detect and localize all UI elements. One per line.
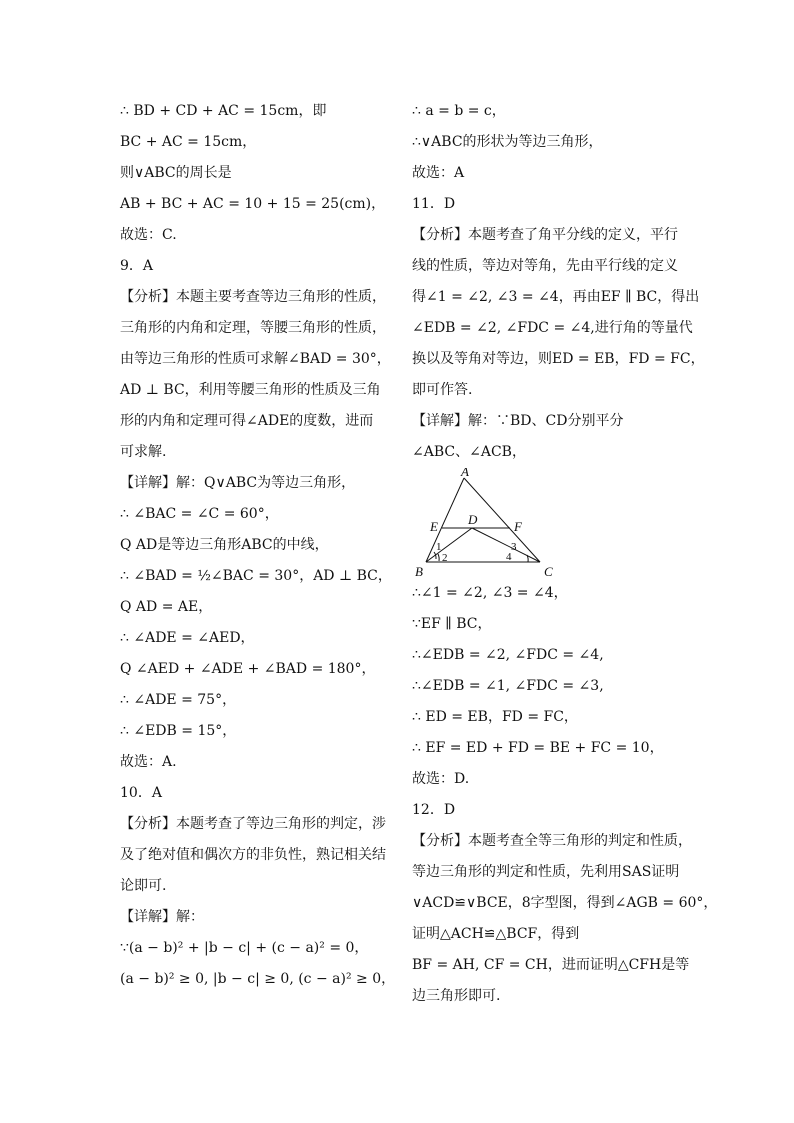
angle-label-3: 3	[511, 541, 517, 553]
text-line: 【详解】解：∵BD、CD分别平分	[412, 413, 624, 429]
text-line: 故选：A	[412, 165, 465, 181]
angle-label-2: 2	[442, 552, 448, 564]
text-line: 【分析】本题主要考查等边三角形的性质，	[120, 289, 386, 305]
text-line: ∴ ∠BAC = ∠C = 60°，	[120, 506, 279, 522]
text-line: 换以及等角对等边，则ED = EB，FD = FC，	[412, 351, 705, 367]
text-line: 三角形的内角和定理，等腰三角形的性质，	[120, 320, 386, 336]
text-line: Q ∠AED + ∠ADE + ∠BAD = 180°，	[120, 661, 376, 677]
question-number: 12．D	[412, 802, 456, 818]
label-e: E	[430, 519, 438, 534]
text-line: ∴ ED = EB，FD = FC，	[412, 709, 578, 725]
triangle-figure	[412, 468, 687, 578]
text-line: Q AD是等边三角形ABC的中线，	[120, 537, 329, 553]
text-line: 边三角形即可.	[412, 988, 501, 1004]
text-line: AD ⊥ BC，利用等腰三角形的性质及三角	[120, 382, 381, 398]
text-line: BC + AC = 15cm，	[120, 134, 257, 150]
text-line: 【详解】解：	[120, 909, 204, 925]
text-line: 【详解】解：Q∨ABC为等边三角形，	[120, 475, 356, 491]
text-line: 即可作答.	[412, 382, 473, 398]
text-line: 【分析】本题考查了角平分线的定义，平行	[412, 227, 678, 243]
text-line: 及了绝对值和偶次方的非负性，熟记相关结	[120, 847, 386, 863]
text-line: 【分析】本题考查全等三角形的判定和性质，	[412, 833, 692, 849]
right-column	[412, 96, 718, 1012]
text-line: ∴ ∠ADE = 75°，	[120, 692, 237, 708]
text-line: ∴∠1 = ∠2, ∠3 = ∠4，	[412, 585, 568, 601]
question-number: 10．A	[120, 785, 162, 801]
question-number: 11．D	[412, 196, 456, 212]
text-line: (a − b)² ≥ 0, |b − c| ≥ 0, (c − a)² ≥ 0，	[120, 971, 396, 987]
text-line: 证明△ACH≌△BCF，得到	[412, 926, 580, 942]
label-d: D	[468, 512, 478, 527]
label-c: C	[544, 564, 553, 578]
text-line: BF = AH, CF = CH，进而证明△CFH是等	[412, 957, 690, 973]
text-line: 得∠1 = ∠2, ∠3 = ∠4，再由EF ∥ BC，得出	[412, 289, 700, 305]
text-line: ∠EDB = ∠2, ∠FDC = ∠4,进行角的等量代	[412, 320, 693, 336]
text-line: 形的内角和定理可得∠ADE的度数，进而	[120, 413, 374, 429]
text-line: 故选：C.	[120, 227, 177, 243]
text-line: 故选：A.	[120, 754, 177, 770]
text-line: AB + BC + AC = 10 + 15 = 25(cm)，	[120, 196, 386, 212]
text-line: 故选：D.	[412, 771, 470, 787]
text-line: 线的性质，等边对等角，先由平行线的定义	[412, 258, 678, 274]
angle-arc	[438, 554, 439, 561]
text-line: Q AD = AE，	[120, 599, 213, 615]
text-line: ∴ a = b = c，	[412, 103, 506, 119]
left-column	[120, 96, 395, 995]
triangle-diagram	[412, 468, 572, 578]
text-line: ∵(a − b)² + |b − c| + (c − a)² = 0，	[120, 940, 369, 956]
text-line: ∴ EF = ED + FD = BE + FC = 10，	[412, 740, 664, 756]
text-line: 由等边三角形的性质可求解∠BAD = 30°，	[120, 351, 391, 367]
text-line: 等边三角形的判定和性质，先利用SAS证明	[412, 864, 680, 880]
text-line: 可求解.	[120, 444, 167, 460]
angle-label-4: 4	[506, 551, 512, 563]
text-line: 【分析】本题考查了等边三角形的判定，涉	[120, 816, 386, 832]
text-line: ∴ ∠BAD = ½∠BAC = 30°，AD ⊥ BC，	[120, 568, 392, 584]
text-line: ∴ ∠ADE = ∠AED，	[120, 630, 255, 646]
text-line: ∵EF ∥ BC，	[412, 616, 492, 632]
text-line: 则∨ABC的周长是	[120, 165, 232, 181]
text-line: ∴∨ABC的形状为等边三角形，	[412, 134, 603, 150]
text-line: ∠ABC、∠ACB，	[412, 444, 526, 460]
text-line: 论即可.	[120, 878, 167, 894]
label-a: A	[461, 468, 469, 479]
text-line: ∨ACD≌∨BCE，8字型图，得到∠AGB = 60°，	[412, 895, 718, 911]
angle-label-1: 1	[436, 541, 442, 553]
text-line: ∴∠EDB = ∠2, ∠FDC = ∠4,	[412, 647, 604, 663]
label-b: B	[415, 564, 423, 578]
label-f: F	[514, 519, 522, 534]
text-line: ∴ ∠EDB = 15°，	[120, 723, 237, 739]
text-line: ∴∠EDB = ∠1, ∠FDC = ∠3,	[412, 678, 604, 694]
question-number: 9．A	[120, 258, 154, 274]
text-line: ∴ BD + CD + AC = 15cm，即	[120, 103, 327, 119]
